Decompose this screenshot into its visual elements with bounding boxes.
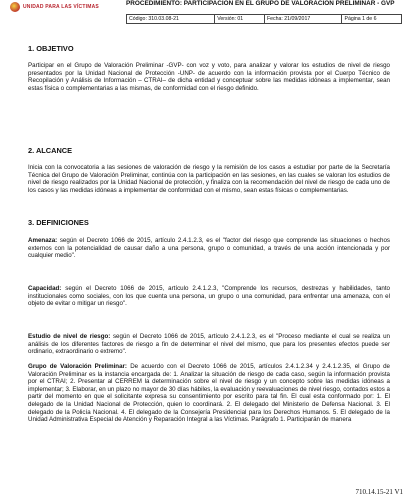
definition-estudio-nivel-riesgo	[28, 333, 390, 356]
section-alcance-text: Inicia con la convocatoria a las sesiones de valoración de riesgo y la remisión de los casos a estudiar por parte de la Secretaría Técnica del Grupo de Valoración Preliminar, continúa con la participación en las sesiones, en las cuales se valoran los estudios de nivel de riesgo realizados por la Unidad Nacional de protección, y finaliza con la recomendación del nivel de riesgo de cada uno de los casos y las medidas idóneas a implementar de conformidad con el mismo, sean estas físicas o complementarias.	[28, 164, 390, 194]
header-metadata-table	[126, 14, 402, 24]
coat-of-arms-icon	[10, 2, 20, 12]
section-alcance-heading: 2. ALCANCE	[28, 146, 73, 155]
definition-term: Amenaza:	[28, 237, 58, 244]
section-objetivo-heading: 1. OBJETIVO	[28, 44, 74, 53]
page-cell: Página 1 de 6	[342, 15, 402, 24]
definition-grupo-valoracion	[28, 363, 390, 424]
logo-text: UNIDAD PARA LAS VÍCTIMAS	[23, 4, 99, 10]
agency-logo	[10, 0, 122, 14]
section-definiciones-heading: 3. DEFINICIONES	[28, 218, 89, 227]
definition-capacidad	[28, 285, 390, 308]
version-cell: Versión: 01	[215, 15, 265, 24]
form-code-footer: 710.14.15-21 V1	[355, 488, 403, 496]
definition-text: según el Decreto 1066 de 2015, artículo 2.4.1.2.3, es el "Proceso mediante el cual se realiza un análisis de los diferentes factores de riesgo a fin de determinar el nivel del mismo, que para los presentes efectos puede ser ordinario, extraordinario o extremo".	[28, 333, 390, 356]
definition-text: según el Decreto 1066 de 2015, artículo 2.4.1.2.3, "Comprende los recursos, destrezas y habilidades, tanto institucionales como sociales, con los que cuenta una persona, un grupo o una comunidad, para enfrentar una amenaza, con el objeto de evitar o mitigar un riesgo".	[28, 285, 390, 308]
definition-term: Capacidad:	[28, 285, 62, 292]
procedure-title: PROCEDIMIENTO: PARTICIPACIÓN EN EL GRUPO DE VALORACIÓN PRELIMINAR - GVP	[126, 0, 395, 7]
definition-term: Grupo de Valoración Preliminar:	[28, 363, 127, 370]
definition-text: según el Decreto 1066 de 2015, artículo 2.4.1.2.3, es el "factor del riesgo que comprende las situaciones o hechos externos con la potencialidad de causar daño a una persona, grupo o comunidad, a través de una acción intencionada y por cualquier medio".	[28, 237, 390, 260]
section-objetivo-text: Participar en el Grupo de Valoración Preliminar -GVP- con voz y voto, para analizar y valorar los estudios de nivel de riesgo presentados por la Unidad Nacional de Protección -UNP- de acuerdo con la información provista por el Cuerpo Técnico de Recopilación y Análisis de Información – CTRAI– de dicha entidad y conceptuar sobre las medidas idóneas a implementar, sean estas física o complementarias a las mismas, de conformidad con el riesgo definido.	[28, 62, 390, 92]
definition-term: Estudio de nivel de riesgo:	[28, 333, 111, 340]
date-cell: Fecha: 21/09/2017	[264, 15, 342, 24]
definition-text: De acuerdo con el Decreto 1066 de 2015, artículos 2.4.1.2.34 y 2.4.1.2.35, el Grupo de Valoración Preliminar es la instancia encargada de: 1. Analizar la situación de riesgo de cada caso, según la información provista por el CTRAI; 2. Presentar al CERREM la determinación sobre el nivel de riesgo y un concepto sobre las medidas idóneas a implementar; 3. Elaborar, en un plazo no mayor de 30 días hábiles, la evaluación y reevaluaciones de nivel riesgo, contados estos a partir del momento en que el solicitante expresa su consentimiento por escrito para tal fin. El cual esta conformado por: 1. El delegado de la Unidad Nacional de Protección, quien lo coordinará. 2. El delegado del Ministerio de Defensa Nacional. 3. El delegado de la Policía Nacional. 4. El delegado de la Consejería Presidencial para los Derechos Humanos. 5. El delegado de la Unidad Administrativa Especial de Atención y Reparación Integral a las Víctimas. Parágrafo 1. Participarán de manera	[28, 363, 390, 424]
definition-amenaza	[28, 237, 390, 260]
code-cell: Código: 310.03.08-21	[127, 15, 215, 24]
document-header	[10, 0, 402, 24]
